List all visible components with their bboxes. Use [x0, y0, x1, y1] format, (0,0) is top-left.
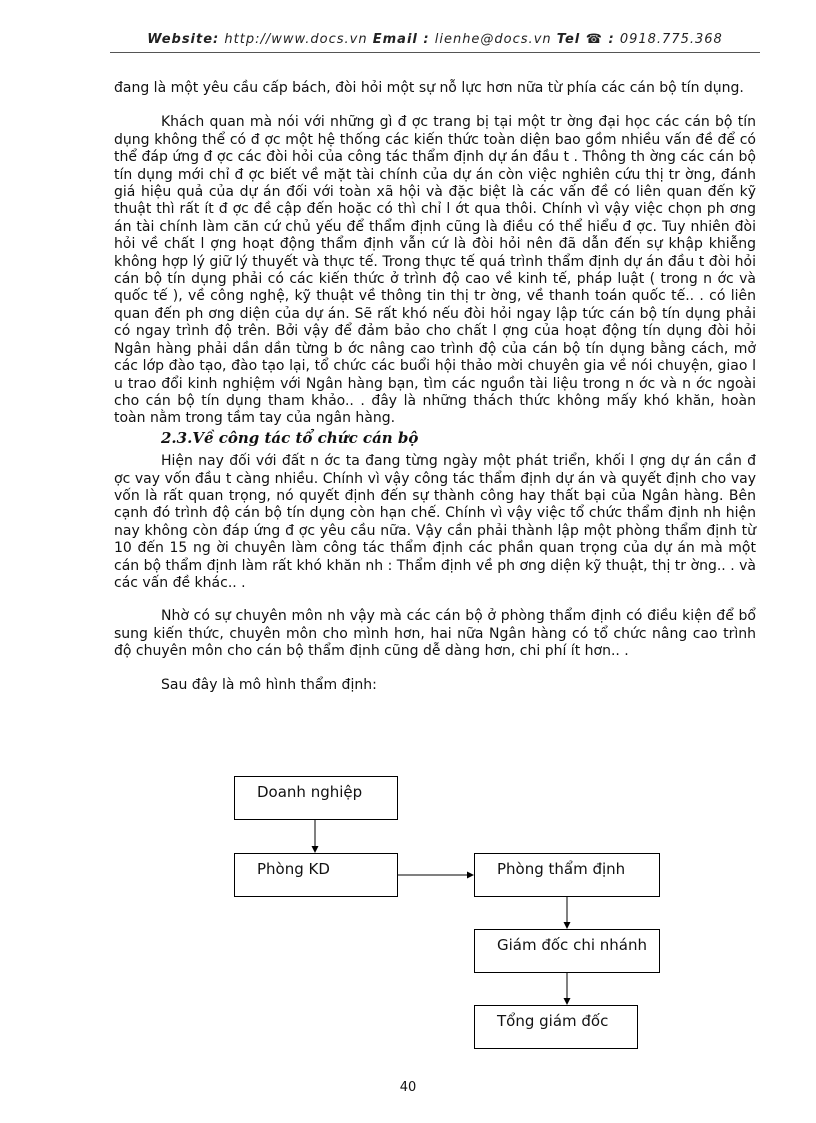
- tel-label: Tel ☎ :: [556, 32, 615, 47]
- website-label: Website:: [147, 32, 220, 47]
- email-value: lienhe@docs.vn: [434, 32, 552, 47]
- diagram-box-label: Phòng KD: [257, 860, 330, 878]
- page-number: 40: [399, 1080, 417, 1095]
- paragraph: Khách quan mà nói với những gì đ ợc trang bị tại một tr ờng đại học các cán bộ tín dụng không thể có đ ợc một hệ thống các kiến thức toàn diện bao gồm nhiều vấn đề để có thể đáp ứng đ ợc các đòi hỏi của công tác thẩm định dự án đầu t . Thông th ờng các cán bộ tín dụng mới chỉ đ ợc biết về mặt tài chính của dự án còn việc nghiên cứu thị tr ờng, đánh giá hiệu quả của dự án đối với toàn xã hội và đặc biệt là các vấn đề có liên quan đến kỹ thuật thì rất ít đ ợc đề cập đến hoặc có thì chỉ l ớt qua thôi. Chính vì vậy việc chọn ph ơng án tài chính làm căn cứ chủ yếu để thẩm định cũng là điều có thể hiểu đ ợc. Tuy nhiên đòi hỏi về chất l ợng hoạt động thẩm định vẫn cứ là đòi hỏi nên đã dẫn đến sự khập khiễng không hợp lý giữ lý thuyết và thực tế. Trong thực tế quá trình thẩm định dự án đầu t đòi hỏi cán bộ tín dụng phải có các kiến thức ở trình độ cao về kinh tế, pháp luật ( trong n ớc và quốc tế ), về công nghệ, kỹ thuật về thông tin thị tr ờng, về thanh toán quốc tế.. . có liên quan đến ph ơng diện của dự án. Sẽ rất khó nếu đòi hỏi ngay lập tức cán bộ tín dụng phải có ngay trình độ trên. Bởi vậy để đảm bảo cho chất l ợng của hoạt động tín dụng đòi hỏi Ngân hàng phải dần dần từng b ớc nâng cao trình độ của cán bộ tín dụng bằng cách, mở các lớp đào tạo, đào tạo lại, tổ chức các buổi hội thảo mời chuyên gia về nói chuyện, giao l u trao đổi kinh nghiệm với Ngân hàng bạn, tìm các nguồn tài liệu trong n ớc và n ớc ngoài cho cán bộ tín dụng tham khảo.. . đây là những thách thức không mấy khó khăn, hoàn toàn nằm trong tầm tay của ngân hàng.: [114, 114, 756, 427]
- paragraph: Hiện nay đối với đất n ớc ta đang từng ngày một phát triển, khối l ợng dự án cần đ ợc vay vốn đầu t càng nhiều. Chính vì vậy công tác thẩm định dự án và quyết định cho vay vốn là rất quan trọng, nó quyết định đến sự thành công hay thất bại của Ngân hàng. Bên cạnh đó trình độ cán bộ tín dụng còn hạn chế. Chính vì vậy việc tổ chức thẩm định nh hiện nay không còn đáp ứng đ ợc yêu cầu nữa. Vậy cần phải thành lập một phòng thẩm định từ 10 đến 15 ng ời chuyên làm công tác thẩm định các phần quan trọng của dự án mà một cán bộ thẩm định làm rất khó khăn nh : Thẩm định về ph ơng diện kỹ thuật, thị tr ờng.. . và các vấn đề khác.. .: [114, 453, 756, 591]
- tel-value: 0918.775.368: [619, 32, 723, 47]
- paragraph: Nhờ có sự chuyên môn nh vậy mà các cán bộ ở phòng thẩm định có điều kiện để bổ sung kiến thức, chuyên môn cho mình hơn, hai nữa Ngân hàng có tổ chức nâng cao trình độ chuyên môn cho cán bộ thẩm định cũng dễ dàng hơn, chi phí ít hơn.. .: [114, 608, 756, 660]
- diagram-box-label: Doanh nghiệp: [257, 783, 363, 801]
- website-url: http://www.docs.vn: [224, 32, 368, 47]
- section-heading: 2.3.Về công tác tổ chức cán bộ: [161, 428, 419, 447]
- diagram-box-label: Phòng thẩm định: [497, 860, 626, 878]
- diagram-box-label: Giám đốc chi nhánh: [497, 936, 647, 954]
- diagram-box-label: Tổng giám đốc: [497, 1012, 609, 1030]
- paragraph: Sau đây là mô hình thẩm định:: [161, 676, 377, 693]
- email-label: Email :: [372, 32, 430, 47]
- paragraph: đang là một yêu cầu cấp bách, đòi hỏi một sự nỗ lực hơn nữa từ phía các cán bộ tín dụng.: [114, 80, 744, 96]
